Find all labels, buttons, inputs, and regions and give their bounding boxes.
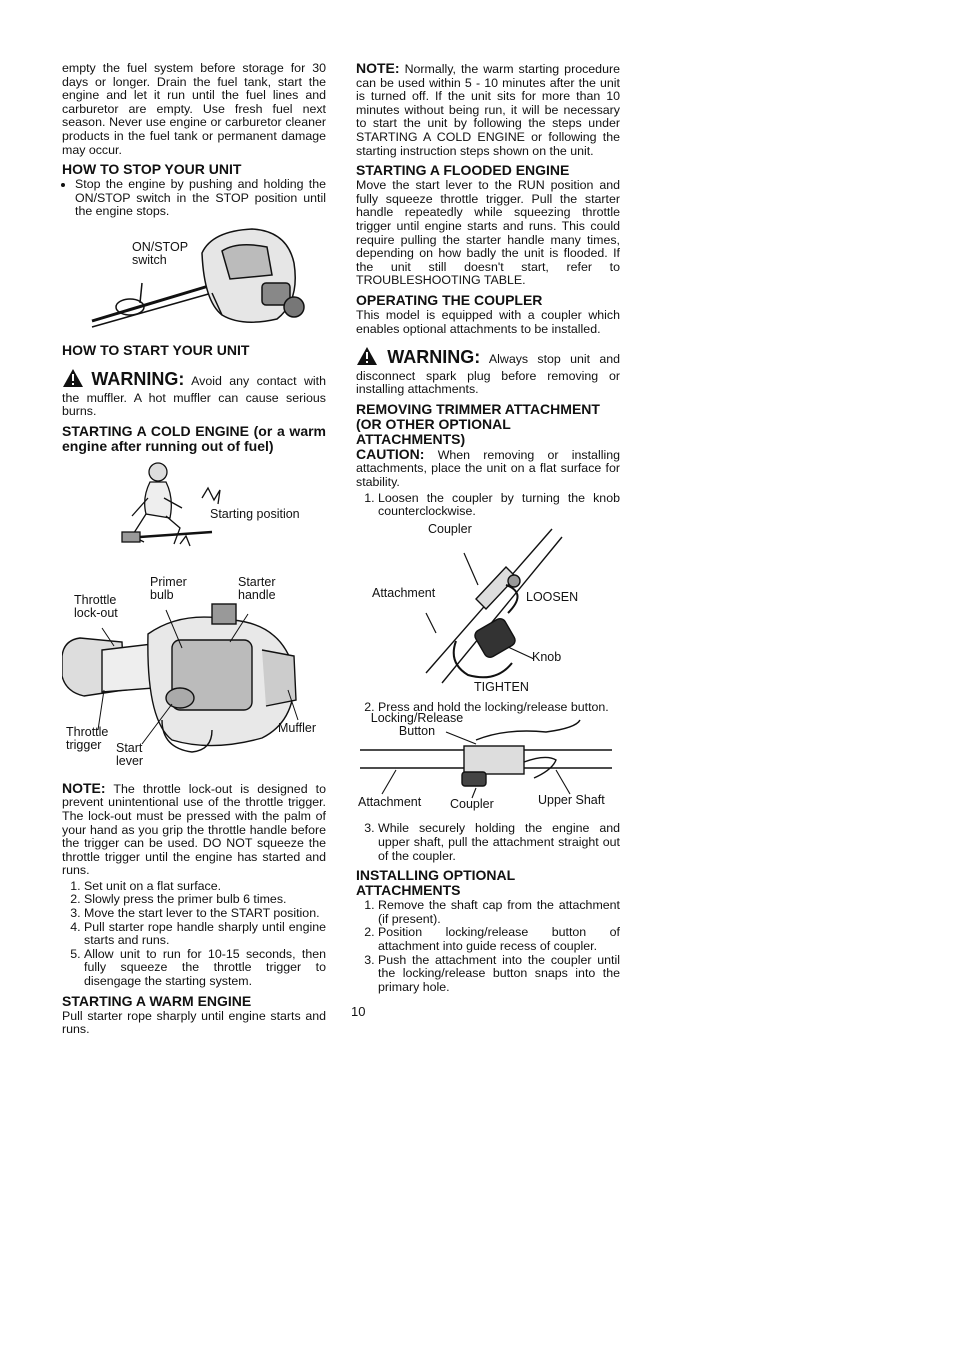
remove-step-2: 2. Press and hold the locking/release button. bbox=[378, 701, 620, 715]
locking-release-button-label: Locking/Release Button bbox=[370, 711, 464, 739]
remove-step-3: 3. While securely holding the engine and upper shaft, pull the attachment straight out of the coupler. bbox=[378, 822, 620, 863]
install-step-3: 3. Push the attachment into the coupler until the locking/release button snaps into the primary hole. bbox=[378, 954, 620, 995]
note-word: NOTE: bbox=[62, 779, 106, 796]
right-warning-paragraph bbox=[356, 346, 620, 397]
engine-controls-figure bbox=[62, 574, 326, 778]
tighten-label: TIGHTEN bbox=[474, 679, 529, 694]
on-stop-switch-label: ON/STOP switch bbox=[132, 239, 189, 267]
upper-shaft-label: Upper Shaft bbox=[538, 793, 605, 808]
attachment-label: Attachment bbox=[372, 585, 436, 600]
start-heading: HOW TO START YOUR UNIT bbox=[62, 341, 250, 358]
install-steps bbox=[356, 899, 620, 994]
caution-paragraph bbox=[356, 445, 620, 490]
attachment-label-2: Attachment bbox=[358, 795, 422, 810]
warning-triangle-icon bbox=[356, 346, 378, 370]
stop-switch-figure bbox=[62, 223, 326, 333]
right-warning-word: WARNING: bbox=[387, 347, 481, 368]
step-1: 1. Set unit on a flat surface. bbox=[84, 880, 326, 894]
warm-engine-text: Pull starter rope sharply until engine starts and runs. bbox=[62, 1008, 326, 1037]
knob-label: Knob bbox=[532, 649, 562, 664]
install-step-2: 2. Position locking/release button of attachment into guide recess of coupler. bbox=[378, 926, 620, 953]
right-note-word: NOTE: bbox=[356, 60, 400, 76]
install-step-1: 1. Remove the shaft cap from the attachment (if present). bbox=[378, 899, 620, 926]
caution-text: When removing or installing attachments, place the unit on a flat surface for stability. bbox=[356, 447, 620, 490]
page-number: 10 bbox=[351, 1004, 366, 1019]
starter-handle-label: Starter handle bbox=[238, 574, 276, 602]
stop-heading: HOW TO STOP YOUR UNIT bbox=[62, 161, 242, 178]
trimmer-engine-illustration bbox=[62, 223, 326, 333]
coupler-knob-illustration bbox=[356, 523, 620, 695]
flooded-heading: STARTING A FLOODED ENGINE bbox=[356, 162, 570, 179]
locking-button-figure bbox=[356, 711, 620, 816]
installing-heading: INSTALLING OPTIONAL ATTACHMENTS bbox=[356, 867, 515, 899]
coupler-label: Coupler bbox=[428, 521, 472, 536]
stop-list bbox=[62, 178, 326, 219]
start-lever-label: Start lever bbox=[116, 740, 144, 768]
warning-paragraph bbox=[62, 368, 326, 419]
right-warning-text: Always stop unit and disconnect spark plug before removing or installing attachments. bbox=[356, 352, 620, 397]
coupler-text: This model is equipped with a coupler which enables optional attachments to be installed. bbox=[356, 307, 620, 336]
coupler-heading: OPERATING THE COUPLER bbox=[356, 291, 543, 308]
stop-bullet: • Stop the engine by pushing and holding the ON/STOP switch in the STOP position until the engine stops. bbox=[75, 178, 326, 219]
warning-text: Avoid any contact with the muffler. A hot muffler can cause serious burns. bbox=[62, 373, 326, 419]
starting-position-label: Starting position bbox=[210, 506, 300, 521]
throttle-lockout-label: Throttle lock-out bbox=[74, 592, 118, 620]
warning-triangle-icon bbox=[62, 368, 84, 392]
muffler-label: Muffler bbox=[278, 720, 316, 735]
warm-engine-heading: STARTING A WARM ENGINE bbox=[62, 992, 252, 1009]
intro-paragraph: empty the fuel system before storage for 30 days or longer. Drain the fuel tank, start the engine and let it run until the fuel lines and carburetor are empty. Use fresh fuel next season. Never use engine or carburetor cleaner products in the fuel tank or permanent damage may occur. bbox=[62, 61, 326, 157]
removing-heading: REMOVING TRIMMER ATTACHMENT (OR OTHER OPTIONAL ATTACHMENTS) bbox=[356, 400, 600, 447]
step-3: 3. Move the start lever to the START position. bbox=[84, 907, 326, 921]
note-text: The throttle lock-out is designed to prevent unintentional use of the throttle trigger. The lock-out must be pressed with the palm of your hand as you grip the throttle handle before the trigger can be used. DO NOT squeeze the throttle trigger until the engine has started and runs. bbox=[62, 781, 327, 878]
right-note-text: Normally, the warm starting procedure can be used within 5 - 10 minutes after the unit is turned off. If the unit sits for more than 10 minutes without being run, it will be necessary to start the unit by following the steps under STARTING A COLD ENGINE or following the starting instruction steps shown on the unit. bbox=[356, 62, 620, 158]
remove-step-3-list bbox=[356, 822, 620, 863]
right-note-paragraph bbox=[356, 62, 620, 158]
remove-step-1: 1. Loosen the coupler by turning the knob counterclockwise. bbox=[378, 492, 620, 519]
coupler-knob-figure bbox=[356, 523, 620, 695]
cold-engine-heading: STARTING A COLD ENGINE (or a warm engine after running out of fuel) bbox=[62, 422, 326, 454]
note-paragraph bbox=[62, 779, 327, 878]
step-5: 5. Allow unit to run for 10-15 seconds, then fully squeeze the throttle trigger to disengage the starting system. bbox=[84, 948, 326, 989]
left-column bbox=[62, 62, 326, 1039]
coupler-label-2: Coupler bbox=[450, 797, 494, 812]
loosen-label: LOOSEN bbox=[526, 589, 579, 604]
step-2: 2. Slowly press the primer bulb 6 times. bbox=[84, 893, 326, 907]
cold-start-steps bbox=[62, 880, 326, 989]
flooded-text: Move the start lever to the RUN position and fully squeeze throttle trigger. Pull the starter handle repeatedly while squeezing throttle trigger until engine starts and runs. This could require pulling the starter handle many times, depending on how badly the unit is flooded. If the unit still doesn't start, refer to TROUBLESHOOTING TABLE. bbox=[356, 178, 620, 288]
primer-bulb-label: Primer bulb bbox=[150, 574, 187, 602]
remove-step-1-list bbox=[356, 492, 620, 519]
warning-word: WARNING: bbox=[91, 368, 185, 389]
starting-position-figure bbox=[62, 458, 326, 558]
caution-word: CAUTION: bbox=[356, 445, 425, 462]
step-4: 4. Pull starter rope handle sharply until engine starts and runs. bbox=[84, 921, 326, 948]
right-column bbox=[356, 62, 620, 994]
throttle-trigger-label: Throttle trigger bbox=[66, 724, 109, 752]
